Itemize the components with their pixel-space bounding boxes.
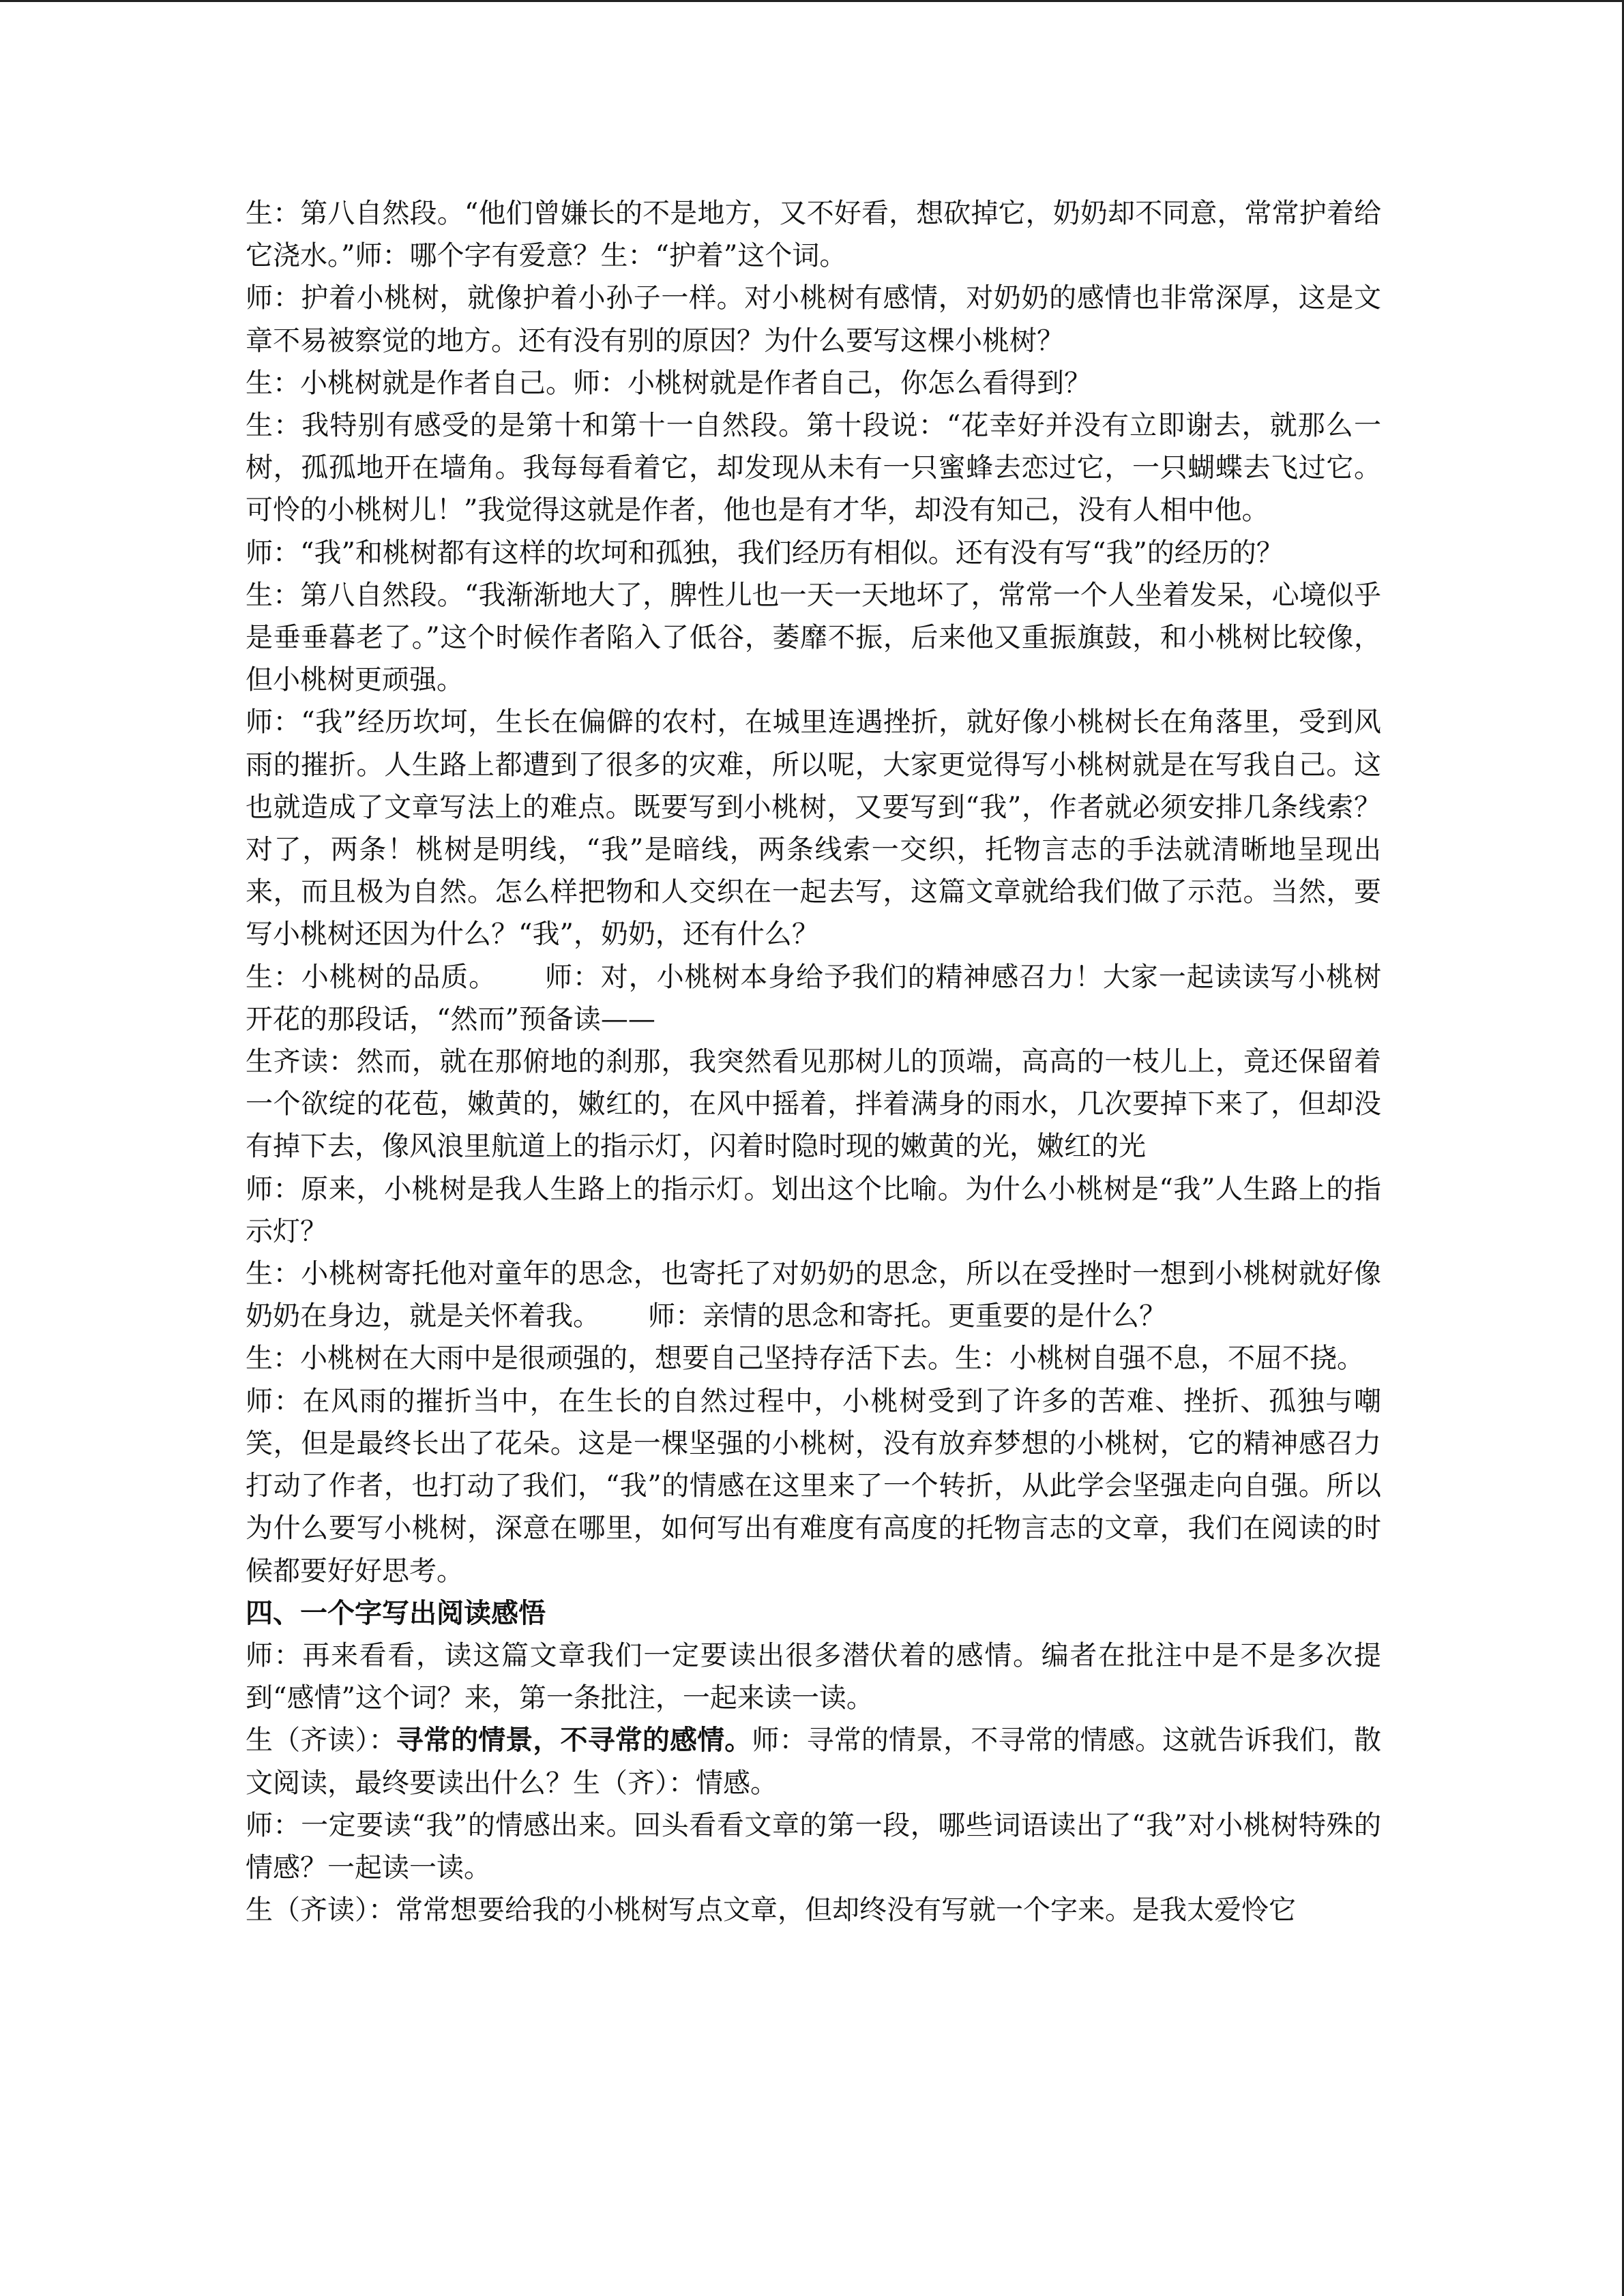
paragraph-5: 师：“我”和桃树都有这样的坎坷和孤独，我们经历有相似。还有没有写“我”的经历的？ — [246, 537, 1284, 569]
paragraph-2: 师：护着小桃树，就像护着小孙子一样。对小桃树有感情，对奶奶的感情也非常深厚，这是文章不易被察觉的地方。还有没有别的原因？为什么要写这棵小桃树？ — [246, 282, 1381, 357]
paragraph-11-teacher: 师：亲情的思念和寄托。更重要的是什么？ — [648, 1300, 1166, 1332]
paragraph-15 — [246, 1719, 1381, 1804]
section-heading: 四、一个字写出阅读感悟 — [246, 1596, 546, 1629]
paragraph-13: 师：在风雨的摧折当中，在生长的自然过程中，小桃树受到了许多的苦难、挫折、孤独与嘲笑，但是最终长出了花朵。这是一棵坚强的小桃树，没有放弃梦想的小桃树，它的精神感召力打动了作者，也打动了我们，“我”的情感在这里来了一个转折，从此学会坚强走向自强。所以为什么要写小桃树，深意在哪里，如何写出有难度有高度的托物言志的文章，我们在阅读的时候都要好好思考。 — [246, 1385, 1381, 1587]
paragraph-14: 师：再来看看，读这篇文章我们一定要读出很多潜伏着的感情。编者在批注中是不是多次提到“感情”这个词？来，第一条批注，一起来读一读。 — [246, 1639, 1381, 1714]
paragraph-11 — [246, 1253, 1381, 1337]
paragraph-8 — [246, 956, 1381, 1041]
paragraph-12: 生：小桃树在大雨中是很顽强的，想要自己坚持存活下去。生：小桃树自强不息，不屈不挠。 — [246, 1343, 1364, 1375]
paragraph-8-student: 生：小桃树的品质。 — [246, 961, 497, 993]
paragraph-8-teacher: 师：对，小桃树本身给予我们的精神感召力！大家一起读读写小桃树开花的那段话，“然而”预备读—— — [246, 961, 1382, 1035]
paragraph-10: 师：原来，小桃树是我人生路上的指示灯。划出这个比喻。为什么小桃树是“我”人生路上的指示灯？ — [246, 1173, 1381, 1247]
paragraph-6: 生：第八自然段。“我渐渐地大了，脾性儿也一天一天地坏了，常常一个人坐着发呆，心境似乎是垂垂暮老了。”这个时候作者陷入了低谷，萎靡不振，后来他又重振旗鼓，和小桃树比较像，但小桃树更顽强。 — [246, 579, 1381, 696]
paragraph-15-prefix: 生（齐读）： — [246, 1725, 396, 1757]
paragraph-4: 生：我特别有感受的是第十和第十一自然段。第十段说：“花幸好并没有立即谢去，就那么一树，孤孤地开在墙角。我每每看着它，却发现从未有一只蜜蜂去恋过它，一只蝴蝶去飞过它。可怜的小桃树儿！”我觉得这就是作者，他也是有才华，却没有知己，没有人相中他。 — [246, 410, 1381, 526]
paragraph-3: 生：小桃树就是作者自己。师：小桃树就是作者自己，你怎么看得到？ — [246, 367, 1091, 399]
paragraph-11-student: 生：小桃树寄托他对童年的思念，也寄托了对奶奶的思念，所以在受挫时一想到小桃树就好像奶奶在身边，就是关怀着我。 — [246, 1258, 1381, 1332]
paragraph-15-rest: 师：寻常的情景，不寻常的情感。这就告诉我们，散文阅读，最终要读出什么？生（齐）：情感。 — [246, 1725, 1382, 1799]
paragraph-16: 师：一定要读“我”的情感出来。回头看看文章的第一段，哪些词语读出了“我”对小桃树特殊的情感？一起读一读。 — [246, 1809, 1381, 1883]
paragraph-15-bold-quote: 寻常的情景，不寻常的感情。 — [396, 1724, 752, 1757]
paragraph-17: 生（齐读）：常常想要给我的小桃树写点文章，但却终没有写就一个字来。是我太爱怜它 — [246, 1894, 1296, 1926]
page-border-top — [0, 0, 1624, 2]
paragraph-7: 师：“我”经历坎坷，生长在偏僻的农村，在城里连遇挫折，就好像小桃树长在角落里，受到风雨的摧折。人生路上都遭到了很多的灾难，所以呢，大家更觉得写小桃树就是在写我自己。这也就造成了文章写法上的难点。既要写到小桃树，又要写到“我”，作者就必须安排几条线索？对了，两条！桃树是明线，“我”是暗线，两条线索一交织，托物言志的手法就清晰地呈现出来，而且极为自然。怎么样把物和人交织在一起去写，这篇文章就给我们做了示范。当然，要写小桃树还因为什么？“我”，奶奶，还有什么？ — [246, 706, 1381, 951]
document-body — [246, 192, 1381, 1931]
paragraph-9: 生齐读：然而，就在那俯地的刹那，我突然看见那树儿的顶端，高高的一枝儿上，竟还保留着一个欲绽的花苞，嫩黄的，嫩红的，在风中摇着，拌着满身的雨水，几次要掉下来了，但却没有掉下去，像风浪里航道上的指示灯，闪着时隐时现的嫩黄的光，嫩红的光 — [246, 1046, 1381, 1163]
paragraph-1: 生：第八自然段。“他们曾嫌长的不是地方，又不好看，想砍掉它，奶奶却不同意，常常护着给它浇水。”师：哪个字有爱意？生：“护着”这个词。 — [246, 198, 1381, 272]
